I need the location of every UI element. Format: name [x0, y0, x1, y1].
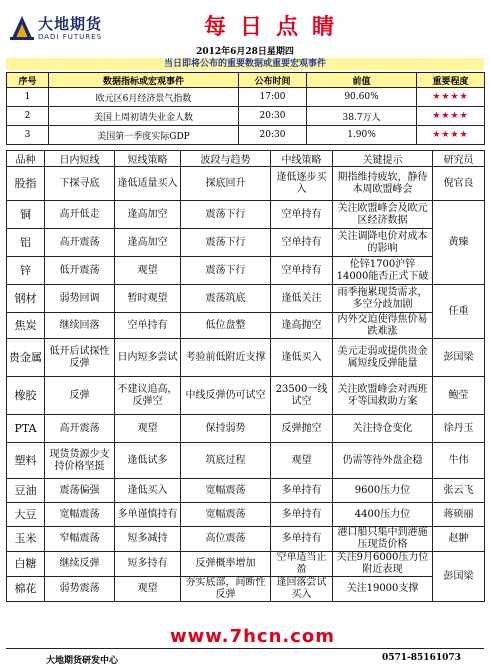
- trend-strategy: 反弹概率增加: [181, 552, 271, 577]
- event-prev: 38.7万人: [307, 107, 417, 126]
- product-name: 锌: [7, 257, 45, 285]
- trend-strategy: 中线反弹仍可试空: [181, 377, 271, 415]
- mid-strategy: 反弹抛空: [271, 415, 333, 443]
- table-row: [7, 201, 485, 229]
- intraday-strategy: 反弹: [45, 377, 115, 415]
- table-row: [7, 88, 485, 107]
- table-row: [7, 479, 485, 503]
- report-header: [6, 6, 484, 46]
- analyst-name: 蒋硕丽: [433, 503, 485, 527]
- product-name: 焦炭: [7, 313, 45, 339]
- mid-strategy: 空单持有: [271, 201, 333, 229]
- key-note: 9600压力位: [333, 479, 433, 503]
- trend-strategy: 宽幅震荡: [181, 479, 271, 503]
- short-strategy: 日内短多尝试: [115, 339, 181, 377]
- event-no: 3: [7, 126, 49, 145]
- product-name: 白糖: [7, 552, 45, 577]
- key-note: 期指维持疲软，静待本周欧盟峰会: [333, 167, 433, 201]
- mid-strategy: 空单持有: [271, 257, 333, 285]
- short-strategy: 多单谨慎持有: [115, 503, 181, 527]
- trend-strategy: 高位震荡: [181, 527, 271, 552]
- event-name: 美国第一季度实际GDP: [49, 126, 239, 145]
- report-footer: [6, 648, 484, 667]
- events-col-importance: 重要程度: [417, 73, 485, 88]
- event-no: 1: [7, 88, 49, 107]
- short-strategy: 观望: [115, 415, 181, 443]
- intraday-strategy: 窄幅震荡: [45, 527, 115, 552]
- mid-strategy: 逢回落尝试买入: [271, 577, 333, 602]
- strategy-col-mid: 中线策略: [271, 151, 333, 167]
- intraday-strategy: 弱势震荡: [45, 577, 115, 602]
- product-name: 棉花: [7, 577, 45, 602]
- short-strategy: 暂时观望: [115, 285, 181, 313]
- table-row: [7, 552, 485, 577]
- event-name: 美国上周初请失业金人数: [49, 107, 239, 126]
- intraday-strategy: 高开低走: [45, 201, 115, 229]
- key-note: 关注调降电价对成本的影响: [333, 229, 433, 257]
- mid-strategy: 逢低逐步买入: [271, 167, 333, 201]
- mid-strategy: 逢高抛空: [271, 313, 333, 339]
- event-stars: ★★★★: [417, 88, 485, 107]
- event-stars: ★★★★: [417, 126, 485, 145]
- analyst-name: 徐丹玉: [433, 415, 485, 443]
- trend-strategy: 震荡下行: [181, 229, 271, 257]
- product-name: 铝: [7, 229, 45, 257]
- table-row: [7, 339, 485, 377]
- intraday-strategy: 现货货源少支持价格坚挺: [45, 443, 115, 479]
- analyst-name: 黄臻: [433, 201, 485, 285]
- events-col-no: 序号: [7, 73, 49, 88]
- key-note: 4400压力位: [333, 503, 433, 527]
- analyst-name: 牛伟: [433, 443, 485, 479]
- short-strategy: 短多减持: [115, 527, 181, 552]
- product-name: 玉米: [7, 527, 45, 552]
- event-stars: ★★★★: [417, 107, 485, 126]
- intraday-strategy: 低开后试探性反弹: [45, 339, 115, 377]
- analyst-name: 张云飞: [433, 479, 485, 503]
- strategy-col-trend: 波段与趋势: [181, 151, 271, 167]
- product-name: 豆油: [7, 479, 45, 503]
- short-strategy: 不建议追高，反弹空: [115, 377, 181, 415]
- trend-strategy: 宽幅震荡: [181, 503, 271, 527]
- key-note: 关注欧盟峰会及欧元区经济数据: [333, 201, 433, 229]
- key-note: 关注持仓变化: [333, 415, 433, 443]
- product-name: 大豆: [7, 503, 45, 527]
- product-name: 钢材: [7, 285, 45, 313]
- events-subtitle: 当日即将公布的重要数据或重要宏观事件: [6, 58, 484, 70]
- mid-strategy: 多单持有: [271, 527, 333, 552]
- analyst-name: 彭国梁: [433, 339, 485, 377]
- event-time: 20:30: [239, 107, 307, 126]
- short-strategy: 观望: [115, 257, 181, 285]
- intraday-strategy: 宽幅震荡: [45, 503, 115, 527]
- key-note: 美元走弱或提供贵金属短线反弹能量: [333, 339, 433, 377]
- table-row: [7, 229, 485, 257]
- event-name: 欧元区6月经济景气指数: [49, 88, 239, 107]
- strategy-col-short: 短线策略: [115, 151, 181, 167]
- events-col-prev: 前值: [307, 73, 417, 88]
- product-name: PTA: [7, 415, 45, 443]
- key-note: 内外交迫使得焦价易跌难涨: [333, 313, 433, 339]
- events-col-event: 数据指标或宏观事件: [49, 73, 239, 88]
- key-note: 仍需等待外盘企稳: [333, 443, 433, 479]
- table-row: [7, 167, 485, 201]
- mid-strategy: 逢低关注: [271, 285, 333, 313]
- strategy-col-product: 品种: [7, 151, 45, 167]
- mid-strategy: 逢低买入: [271, 339, 333, 377]
- intraday-strategy: 高开震荡: [45, 415, 115, 443]
- trend-strategy: 震荡筑底: [181, 285, 271, 313]
- key-note: 关注9月6000压力位附近表现: [333, 552, 433, 577]
- table-row: [7, 257, 485, 285]
- report-title: 每日点睛: [203, 15, 348, 40]
- intraday-strategy: 低开震荡: [45, 257, 115, 285]
- table-row: [7, 415, 485, 443]
- mid-strategy: 23500一线试空: [271, 377, 333, 415]
- events-col-time: 公布时间: [239, 73, 307, 88]
- intraday-strategy: 震荡偏强: [45, 479, 115, 503]
- product-name: 塑料: [7, 443, 45, 479]
- trend-strategy: 震荡下行: [181, 201, 271, 229]
- product-name: 贵金属: [7, 339, 45, 377]
- table-row: [7, 577, 485, 602]
- trend-strategy: 筑底过程: [181, 443, 271, 479]
- mid-strategy: 观望: [271, 443, 333, 479]
- key-note: 关注19000支撑: [333, 577, 433, 602]
- strategy-col-intraday: 日内短线: [45, 151, 115, 167]
- short-strategy: 观望: [115, 577, 181, 602]
- event-time: 17:00: [239, 88, 307, 107]
- mid-strategy: 空单适当止盈: [271, 552, 333, 577]
- table-row: [7, 443, 485, 479]
- table-row: [7, 285, 485, 313]
- short-strategy: 逢高加空: [115, 229, 181, 257]
- short-strategy: 短多持有: [115, 552, 181, 577]
- trend-strategy: 保持弱势: [181, 415, 271, 443]
- events-header-row: [7, 73, 485, 88]
- analyst-name: 彭国梁: [433, 552, 485, 602]
- intraday-strategy: 继续反弹: [45, 552, 115, 577]
- report-date: 2012年6月28日星期四: [196, 47, 294, 57]
- key-note: 雨季拖累现货需求，多空分歧加剧: [333, 285, 433, 313]
- intraday-strategy: 下探寻底: [45, 167, 115, 201]
- mid-strategy: 多单持有: [271, 479, 333, 503]
- product-name: 橡胶: [7, 377, 45, 415]
- event-time: 20:30: [239, 126, 307, 145]
- product-name: 股指: [7, 167, 45, 201]
- analyst-name: 倪官良: [433, 167, 485, 201]
- short-strategy: 逢低适量买入: [115, 167, 181, 201]
- short-strategy: 空单持有: [115, 313, 181, 339]
- short-strategy: 逢高加空: [115, 201, 181, 229]
- event-prev: 1.90%: [307, 126, 417, 145]
- site-watermark: www.7hcn.com: [170, 626, 336, 647]
- mid-strategy: 空单持有: [271, 229, 333, 257]
- strategy-col-key: 关键提示: [333, 151, 433, 167]
- strategy-header-row: [7, 151, 485, 167]
- strategy-table: [6, 150, 485, 602]
- trend-strategy: 夯实底部，间断性反弹: [181, 577, 271, 602]
- trend-strategy: 考验前低附近支撑: [181, 339, 271, 377]
- key-note: 关注欧盟峰会对西班牙等国救助方案: [333, 377, 433, 415]
- table-row: [7, 126, 485, 145]
- analyst-name: 赵翀: [433, 527, 485, 552]
- table-row: [7, 313, 485, 339]
- table-row: [7, 503, 485, 527]
- logo-text-cn: 大地期货: [38, 15, 103, 33]
- dadi-logo-icon: [10, 14, 34, 40]
- intraday-strategy: 继续回落: [45, 313, 115, 339]
- event-prev: 90.60%: [307, 88, 417, 107]
- product-name: 铜: [7, 201, 45, 229]
- table-row: [7, 527, 485, 552]
- intraday-strategy: 高开震荡: [45, 229, 115, 257]
- key-note: 港口船只集中到港施压现货价格: [333, 527, 433, 552]
- footer-department: 大地期货研发中心: [46, 656, 119, 666]
- intraday-strategy: 弱势回调: [45, 285, 115, 313]
- trend-strategy: 震荡下行: [181, 257, 271, 285]
- mid-strategy: 多单持有: [271, 503, 333, 527]
- logo-text-en: DADI FUTURES: [38, 33, 103, 41]
- table-row: [7, 107, 485, 126]
- strategy-col-analyst: 研究员: [433, 151, 485, 167]
- events-table: [6, 72, 485, 145]
- event-no: 2: [7, 107, 49, 126]
- key-note: 伦锌1700沪锌14000能否正式下破: [333, 257, 433, 285]
- analyst-name: 任重: [433, 285, 485, 339]
- analyst-name: 鲍莹: [433, 377, 485, 415]
- footer-phone: 0571-85161073: [382, 653, 461, 663]
- short-strategy: 逢低买入: [115, 479, 181, 503]
- company-logo: [10, 10, 120, 44]
- table-row: [7, 377, 485, 415]
- short-strategy: 逢低试多: [115, 443, 181, 479]
- trend-strategy: 探底回升: [181, 167, 271, 201]
- trend-strategy: 低位盘整: [181, 313, 271, 339]
